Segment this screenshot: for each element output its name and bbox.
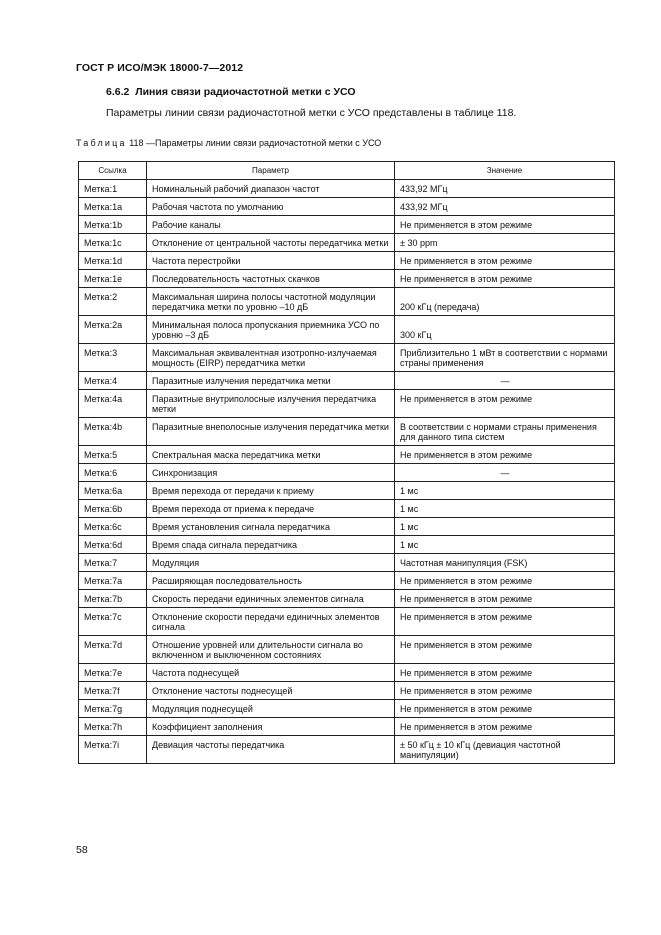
cell-param: Время спада сигнала передатчика — [147, 536, 395, 554]
cell-ref: Метка:2 — [79, 288, 147, 316]
cell-value: Не применяется в этом режиме — [395, 636, 615, 664]
cell-value: Не применяется в этом режиме — [395, 590, 615, 608]
cell-value: Не применяется в этом режиме — [395, 718, 615, 736]
cell-ref: Метка:2а — [79, 316, 147, 344]
section-title — [106, 86, 355, 98]
table-row — [79, 736, 615, 764]
cell-value: Не применяется в этом режиме — [395, 700, 615, 718]
cell-param: Спектральная маска передатчика метки — [147, 446, 395, 464]
cell-param: Отношение уровней или длительности сигнала во включенном и выключенном состояниях — [147, 636, 395, 664]
table-row — [79, 390, 615, 418]
cell-ref: Метка:6 — [79, 464, 147, 482]
cell-param: Коэффициент заполнения — [147, 718, 395, 736]
table-row — [79, 180, 615, 198]
cell-param: Расширяющая последовательность — [147, 572, 395, 590]
cell-ref: Метка:1е — [79, 270, 147, 288]
table-row — [79, 288, 615, 316]
cell-value: 1 мс — [395, 518, 615, 536]
table-row — [79, 664, 615, 682]
column-header-ref: Ссылка — [79, 162, 147, 180]
cell-param: Паразитные излучения передатчика метки — [147, 372, 395, 390]
cell-param: Модуляция — [147, 554, 395, 572]
cell-value: 200 кГц (передача) — [395, 288, 615, 316]
table-row — [79, 198, 615, 216]
table-row — [79, 636, 615, 664]
cell-param: Время перехода от приема к передаче — [147, 500, 395, 518]
cell-value: Приблизительно 1 мВт в соответствии с нормами страны применения — [395, 344, 615, 372]
section-number: 6.6.2 — [106, 86, 130, 98]
table-row — [79, 590, 615, 608]
cell-ref: Метка:6d — [79, 536, 147, 554]
table-header-row — [79, 162, 615, 180]
cell-value: — — [395, 372, 615, 390]
table-row — [79, 518, 615, 536]
table-row — [79, 216, 615, 234]
cell-param: Частота перестройки — [147, 252, 395, 270]
parameters-table — [78, 161, 615, 764]
cell-param: Скорость передачи единичных элементов сигнала — [147, 590, 395, 608]
cell-param: Минимальная полоса пропускания приемника УСО по уровню –3 дБ — [147, 316, 395, 344]
cell-ref: Метка:5 — [79, 446, 147, 464]
cell-ref: Метка:7b — [79, 590, 147, 608]
cell-value: 1 мс — [395, 536, 615, 554]
document-header: ГОСТ Р ИСО/МЭК 18000-7—2012 — [76, 62, 244, 74]
table-row — [79, 464, 615, 482]
table-row — [79, 500, 615, 518]
table-row — [79, 234, 615, 252]
column-header-value: Значение — [395, 162, 615, 180]
table-caption-prefix: Таблица — [76, 138, 127, 148]
cell-value: 1 мс — [395, 500, 615, 518]
cell-param: Девиация частоты передатчика — [147, 736, 395, 764]
cell-param: Отклонение частоты поднесущей — [147, 682, 395, 700]
column-header-param: Параметр — [147, 162, 395, 180]
table-row — [79, 372, 615, 390]
cell-value: — — [395, 464, 615, 482]
cell-ref: Метка:4b — [79, 418, 147, 446]
cell-param: Время перехода от передачи к приему — [147, 482, 395, 500]
cell-param: Частота поднесущей — [147, 664, 395, 682]
cell-param: Синхронизация — [147, 464, 395, 482]
table-caption — [76, 138, 381, 148]
cell-ref: Метка:6b — [79, 500, 147, 518]
cell-ref: Метка:6а — [79, 482, 147, 500]
cell-param: Время установления сигнала передатчика — [147, 518, 395, 536]
cell-ref: Метка:4 — [79, 372, 147, 390]
cell-param: Максимальная эквивалентная изотропно-излучаемая мощность (EIRP) передатчика метки — [147, 344, 395, 372]
cell-param: Модуляция поднесущей — [147, 700, 395, 718]
cell-value: Не применяется в этом режиме — [395, 390, 615, 418]
cell-ref: Метка:4а — [79, 390, 147, 418]
cell-ref: Метка:7h — [79, 718, 147, 736]
cell-param: Отклонение от центральной частоты передатчика метки — [147, 234, 395, 252]
table-row — [79, 572, 615, 590]
cell-value: Не применяется в этом режиме — [395, 608, 615, 636]
cell-value: ± 50 кГц ± 10 кГц (девиация частотной манипуляции) — [395, 736, 615, 764]
table-caption-text: 118 —Параметры линии связи радиочастотной метки с УСО — [126, 138, 382, 148]
cell-value: ± 30 ppm — [395, 234, 615, 252]
cell-value: Не применяется в этом режиме — [395, 252, 615, 270]
cell-ref: Метка:1а — [79, 198, 147, 216]
section-heading: Линия связи радиочастотной метки с УСО — [135, 86, 356, 98]
cell-param: Отклонение скорости передачи единичных элементов сигнала — [147, 608, 395, 636]
cell-param: Рабочие каналы — [147, 216, 395, 234]
table-row — [79, 316, 615, 344]
cell-ref: Метка:1 — [79, 180, 147, 198]
cell-ref: Метка:7i — [79, 736, 147, 764]
cell-ref: Метка:7а — [79, 572, 147, 590]
cell-value: 433,92 МГц — [395, 180, 615, 198]
cell-value: Не применяется в этом режиме — [395, 572, 615, 590]
cell-value: Не применяется в этом режиме — [395, 664, 615, 682]
table-row — [79, 536, 615, 554]
cell-ref: Метка:1с — [79, 234, 147, 252]
table-row — [79, 418, 615, 446]
cell-value: В соответствии с нормами страны применения для данного типа систем — [395, 418, 615, 446]
cell-value: Не применяется в этом режиме — [395, 216, 615, 234]
table-row — [79, 446, 615, 464]
cell-ref: Метка:7с — [79, 608, 147, 636]
table-row — [79, 682, 615, 700]
table-row — [79, 608, 615, 636]
cell-ref: Метка:1b — [79, 216, 147, 234]
cell-param: Паразитные внутриполосные излучения передатчика метки — [147, 390, 395, 418]
cell-ref: Метка:7f — [79, 682, 147, 700]
cell-value: Не применяется в этом режиме — [395, 446, 615, 464]
cell-value: 1 мс — [395, 482, 615, 500]
cell-ref: Метка:7g — [79, 700, 147, 718]
cell-value: Не применяется в этом режиме — [395, 270, 615, 288]
cell-value: 300 кГц — [395, 316, 615, 344]
cell-param: Паразитные внеполосные излучения передатчика метки — [147, 418, 395, 446]
cell-param: Максимальная ширина полосы частотной модуляции передатчика метки по уровню –10 дБ — [147, 288, 395, 316]
table-row — [79, 344, 615, 372]
cell-value: Частотная манипуляция (FSK) — [395, 554, 615, 572]
table-row — [79, 700, 615, 718]
table-body — [79, 180, 615, 764]
cell-ref: Метка:7 — [79, 554, 147, 572]
cell-ref: Метка:3 — [79, 344, 147, 372]
table-row — [79, 270, 615, 288]
cell-param: Рабочая частота по умолчанию — [147, 198, 395, 216]
table-row — [79, 718, 615, 736]
cell-ref: Метка:1d — [79, 252, 147, 270]
table-row — [79, 554, 615, 572]
section-intro: Параметры линии связи радиочастотной метки с УСО представлены в таблице 118. — [106, 107, 517, 119]
cell-value: 433,92 МГц — [395, 198, 615, 216]
cell-ref: Метка:7е — [79, 664, 147, 682]
cell-value: Не применяется в этом режиме — [395, 682, 615, 700]
table-row — [79, 482, 615, 500]
cell-param: Последовательность частотных скачков — [147, 270, 395, 288]
cell-ref: Метка:7d — [79, 636, 147, 664]
cell-ref: Метка:6с — [79, 518, 147, 536]
page-number: 58 — [76, 844, 88, 856]
table-row — [79, 252, 615, 270]
cell-param: Номинальный рабочий диапазон частот — [147, 180, 395, 198]
